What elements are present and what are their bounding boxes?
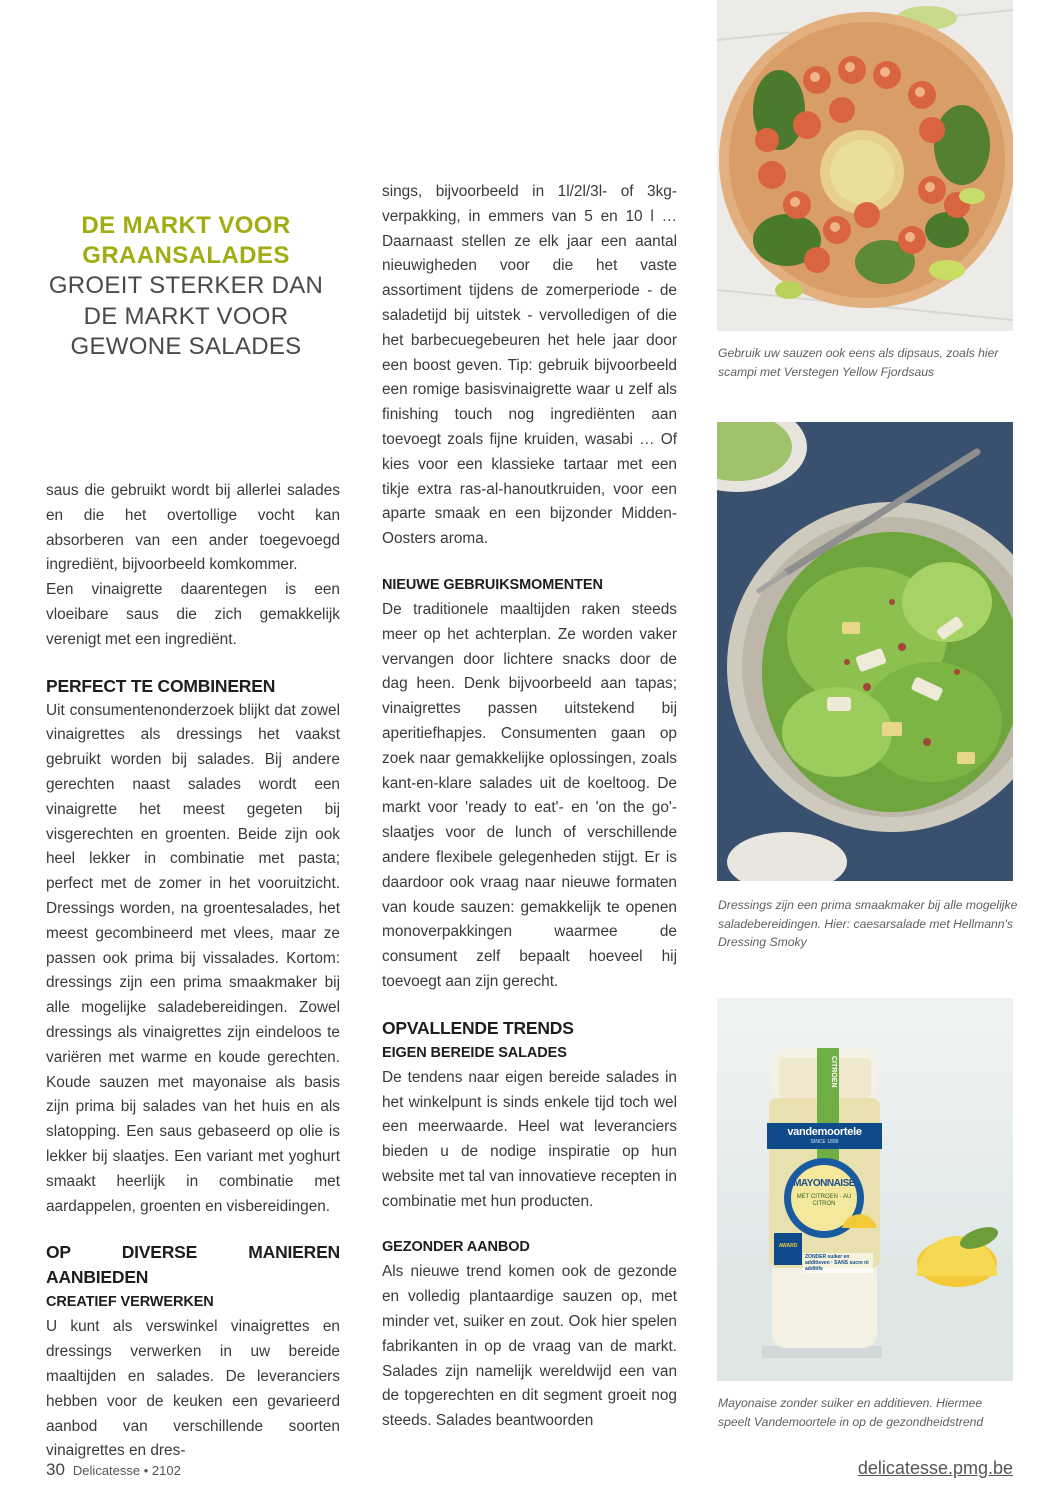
article-column-2	[382, 180, 677, 1434]
caesar-salad-illustration	[717, 422, 1013, 881]
jar-side-label: CITROEN	[830, 1056, 837, 1088]
jar-award-badge: AWARD	[778, 1243, 798, 1249]
photo-mayonnaise-jar	[717, 998, 1013, 1381]
scampi-plate-illustration	[717, 0, 1013, 331]
page-number: 30	[46, 1460, 65, 1479]
photo-mayonnaise-caption: Mayonaise zonder suiker en additieven. Hiermee speelt Vandemoortele in op de gezondheidstrend	[718, 1396, 984, 1429]
pull-quote-line-3: GROEIT STERKER DAN	[48, 272, 324, 299]
photo-scampi-dipsaus	[717, 0, 1013, 331]
subheading-creatief-verwerken: CREATIEF VERWERKEN	[46, 1294, 214, 1311]
pull-quote-highlight-line-2: GRAANSALADES	[82, 242, 290, 269]
subheading-gezonder-aanbod: GEZONDER AANBOD	[382, 1239, 530, 1256]
jar-product-label: MAYONNAISE	[793, 1178, 855, 1189]
heading-opvallende-trends: OPVALLENDE TRENDS	[382, 1017, 574, 1038]
pull-quote-line-5: GEWONE SALADES	[70, 333, 302, 360]
footer-folio	[46, 1460, 181, 1480]
heading-op-diverse-manieren: OP DIVERSE MANIEREN AANBIEDEN	[46, 1242, 340, 1288]
pull-quote-line-4: DE MARKT VOOR	[83, 302, 289, 330]
jar-brand-label: vandemoortele	[787, 1126, 862, 1138]
heading-perfect-te-combineren: PERFECT TE COMBINEREN	[46, 675, 276, 696]
jar-claim-label: ZONDER suiker en additieven · SANS sucre ni additifs	[805, 1254, 869, 1272]
intro-paragraph-1: saus die gebruikt wordt bij allerlei salades en die het overtollige vocht kan absorberen van een ander toegevoegd ingrediënt, bijvoorbeeld komkommer.	[46, 482, 340, 574]
column2-paragraph-1: sings, bijvoorbeeld in 1l/2l/3l- of 3kg-verpakking, in emmers van 5 en 10 l … Daarnaast stellen ze elk jaar een aantal nieuwigheden voor die het vaste assortiment tijdens de zomerperiode - de saladetijd bij uitstek - vervolledigen of die het barbecuegebeuren het hele jaar door een boost geven. Tip: gebruik bijvoorbeeld een romige basisvinaigrette waar u zelf als finishing touch nog ingrediënten aan toevoegt zoals fijne kruiden, wasabi … Of kies voor een klassieke tartaar met een tikje extra ras-al-hanoutkruiden, voor een aparte smaak en een bijzonder Midden-Oosters aroma.	[382, 183, 677, 548]
intro-paragraph-2: Een vinaigrette daarentegen is een vloeibare saus die zich gemakkelijk verenigt met een ingrediënt.	[46, 581, 340, 648]
eigen-paragraph: De tendens naar eigen bereide salades in het winkelpunt is sinds enkele tijd toch wel een meerwaarde. Heel wat leveranciers bieden u de nodige inspiratie op hun website met tal van innovatieve recepten in combinatie met hun producten.	[382, 1068, 677, 1210]
gezonder-paragraph: Als nieuwe trend komen ook de gezonde en volledig plantaardige sauzen op, met minder vet, suiker en zout. Ook hier spelen fabrikanten in op de vraag van de markt. Salades zijn namelijk wereldwijd een van de topgerechten en dit segment groeit nog steeds. Salades beantwoorden	[382, 1263, 677, 1430]
pull-quote-highlight-line-1: DE MARKT VOOR	[81, 212, 291, 239]
photo-caesarsalade-caption: Dressings zijn een prima smaakmaker bij alle mogelijke saladebereidingen. Hier: caesarsalade met Hellmann's Dressing Smoky	[718, 898, 1018, 949]
mayonnaise-jar-illustration	[717, 998, 1013, 1381]
gebruiksmomenten-paragraph: De traditionele maaltijden raken steeds meer op het achterplan. Ze worden vaker vervangen door lichtere snacks door de dag heen. Denk bijvoorbeeld aan tapas; vinaigrettes passen uitstekend bij aperitiefhapjes. Consumenten gaan op zoek naar gemakkelijke oplossingen, zoals kant-en-klare salades uit de koeltoog. De markt voor 'ready to eat'- en 'on the go'-slaatjes voor de lunch of verschillende andere flexibele gelegenheden stijgt. Er is daardoor ook vraag naar nieuwe formaten van koude sauzen: gemakkelijk te openen monoverpakkingen waarmee de consument zelf bepaalt hoeveel hij toevoegt aan zijn gerecht.	[382, 600, 677, 990]
website-link[interactable]: delicatesse.pmg.be	[857, 1458, 1013, 1478]
magazine-issue: Delicatesse • 2102	[72, 1463, 181, 1478]
photo-scampi-caption: Gebruik uw sauzen ook eens als dipsaus, zoals hier scampi met Verstegen Yellow Fjordsaus	[718, 346, 999, 379]
jar-since-label: SINCE 1899	[810, 1139, 839, 1145]
jar-flavor-label: MET CITROEN · AU CITRON	[796, 1194, 852, 1207]
pull-quote	[40, 211, 332, 363]
photo-caesarsalade	[717, 422, 1013, 881]
heading-nieuwe-gebruiksmomenten: NIEUWE GEBRUIKSMOMENTEN	[382, 576, 603, 593]
article-column-1	[46, 479, 340, 1464]
creatief-paragraph: U kunt als verswinkel vinaigrettes en dressings verwerken in uw bereide maaltijden en salades. De leveranciers hebben voor de keuken een gevarieerd aanbod van verschillende soorten vinaigrettes en dres-	[46, 1318, 340, 1460]
combineren-paragraph: Uit consumentenonderzoek blijkt dat zowel vinaigrettes als dressings het vaakst gebruikt worden bij salades. Bij andere gerechten naast salades wordt een vinaigrette het meest gegeten bij visgerechten en groenten. Beide zijn ook heel lekker in combinatie met pasta; perfect met de zomer in het vooruitzicht. Dressings worden, na groentesalades, het meest gecombineerd met vlees, maar ze passen ook prima bij vissalades. Kortom: dressings zijn een prima smaakmaker bij alle mogelijke saladebereidingen. Zowel dressings als vinaigrettes zijn eindeloos te variëren met warme en koude gerechten. Koude sauzen met mayonaise als basis zijn prima bij salades van het huis en als slatopping. Een saus gebaseerd op olie is lekker bij slaatjes. Een variant met yoghurt smaakt heerlijk in combinatie met aardappelen, groenten en visbereidingen.	[46, 701, 340, 1215]
subheading-eigen-bereide-salades: EIGEN BEREIDE SALADES	[382, 1044, 567, 1061]
